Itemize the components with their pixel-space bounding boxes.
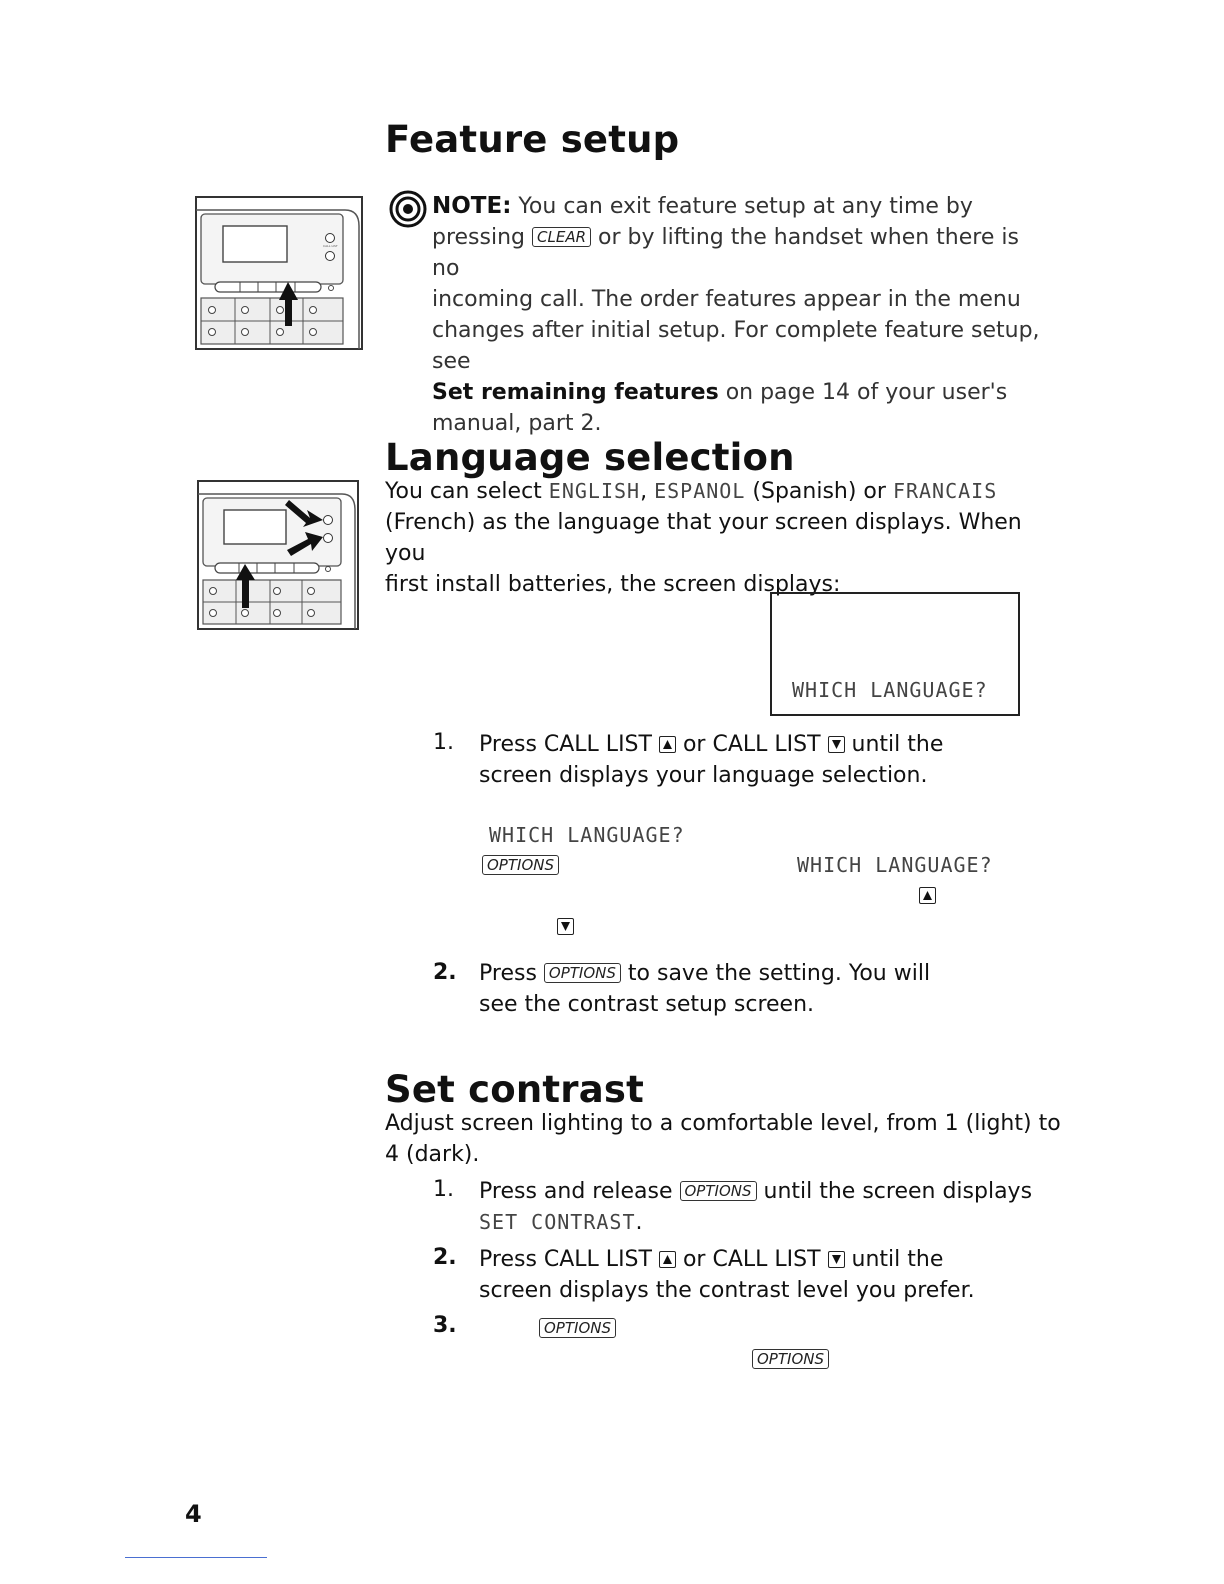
lcd-screen-box [770, 592, 1020, 716]
down-arrow-icon [828, 736, 845, 753]
note-line-2a: pressing [432, 225, 526, 250]
lang-intro-line-2: (French) as the language that your screen displays. When you [385, 510, 1022, 566]
contrast-step-1-number: 1. [433, 1177, 454, 1202]
set-contrast-heading: Set contrast [385, 1068, 645, 1111]
contrast-step-3-number: 3. [433, 1313, 457, 1338]
note-line-4: changes after initial setup. For complete feature setup, see [432, 318, 1040, 374]
contrast-intro [385, 1108, 1065, 1170]
lang-intro-line-3: first install batteries, the screen displays: [385, 572, 841, 597]
lang-step-2-b: to save the setting. You will [627, 961, 931, 986]
lang-step-1-b: until the [851, 732, 944, 757]
up-arrow-icon [659, 1251, 676, 1268]
language-intro [385, 476, 1065, 600]
contrast-step-2-b: until the [851, 1247, 944, 1272]
sub-lcd-which-language-1: WHICH LANGUAGE? [489, 823, 685, 847]
lcd-set-contrast: SET CONTRAST [479, 1210, 636, 1234]
target-icon [389, 190, 427, 228]
lang-sep: , [640, 479, 648, 504]
contrast-step-2 [479, 1244, 1039, 1306]
footer-rule [125, 1557, 267, 1558]
note-line-2b: or by lifting the handset when there is no [432, 225, 1019, 281]
up-arrow-icon [659, 736, 676, 753]
contrast-step-2-a: Press CALL LIST [479, 1247, 652, 1272]
options-key: OPTIONS [539, 1318, 616, 1338]
note-line-5b: on page 14 of your user's [725, 380, 1008, 405]
sub-options-key: OPTIONS [482, 855, 559, 875]
contrast-intro-line-1: Adjust screen lighting to a comfortable level, from 1 (light) to [385, 1111, 1061, 1136]
lang-option-english: ENGLISH [548, 479, 641, 503]
contrast-intro-line-2: 4 (dark). [385, 1142, 480, 1167]
phone-base-illustration-clear [195, 196, 363, 350]
lang-option-espanol: ESPANOL [654, 479, 746, 503]
up-arrow-icon [919, 887, 936, 904]
note-line-1: You can exit feature setup at any time by [518, 194, 973, 219]
contrast-step-2-line-2: screen displays the contrast level you prefer. [479, 1278, 975, 1303]
note-line-6: manual, part 2. [432, 411, 602, 436]
contrast-step-2-or: or CALL LIST [682, 1247, 821, 1272]
note-bold-link: Set remaining features [432, 380, 719, 405]
lang-option-francais: FRANCAIS [892, 479, 998, 503]
lang-step-2-a: Press [479, 961, 537, 986]
lang-step-2-number: 2. [433, 960, 457, 985]
language-selection-heading: Language selection [385, 436, 795, 479]
options-key: OPTIONS [680, 1181, 757, 1201]
down-arrow-icon [828, 1251, 845, 1268]
note-line-3: incoming call. The order features appear in the menu [432, 287, 1021, 312]
lang-step-1-number: 1. [433, 730, 454, 755]
contrast-step-1 [479, 1176, 1039, 1238]
down-arrow-icon [557, 918, 574, 935]
contrast-step-1-dot: . [635, 1210, 643, 1235]
phone-base-illustration-call-list [197, 480, 359, 630]
lang-intro-b: (Spanish) or [752, 479, 886, 504]
options-key: OPTIONS [544, 963, 621, 983]
lang-step-2 [479, 958, 1039, 1020]
lang-step-1-line-2: screen displays your language selection. [479, 763, 928, 788]
note-label: NOTE: [432, 193, 512, 219]
lang-step-1 [479, 729, 1039, 791]
options-key: OPTIONS [752, 1349, 829, 1369]
note-block [432, 191, 1052, 439]
lang-step-1-a: Press CALL LIST [479, 732, 652, 757]
lcd-which-language: WHICH LANGUAGE? [792, 678, 988, 702]
contrast-step-1-b: until the screen displays [763, 1179, 1033, 1204]
clear-key: CLEAR [532, 227, 591, 247]
sub-lcd-which-language-2: WHICH LANGUAGE? [797, 853, 993, 877]
contrast-step-2-number: 2. [433, 1245, 457, 1270]
feature-setup-heading: Feature setup [385, 118, 680, 161]
page-number: 4 [185, 1500, 202, 1528]
lang-step-2-line-2: see the contrast setup screen. [479, 992, 815, 1017]
lang-step-1-or: or CALL LIST [682, 732, 821, 757]
lang-intro-a: You can select [385, 479, 542, 504]
svg-text:CALL LIST: CALL LIST [323, 244, 338, 248]
contrast-step-1-a: Press and release [479, 1179, 673, 1204]
